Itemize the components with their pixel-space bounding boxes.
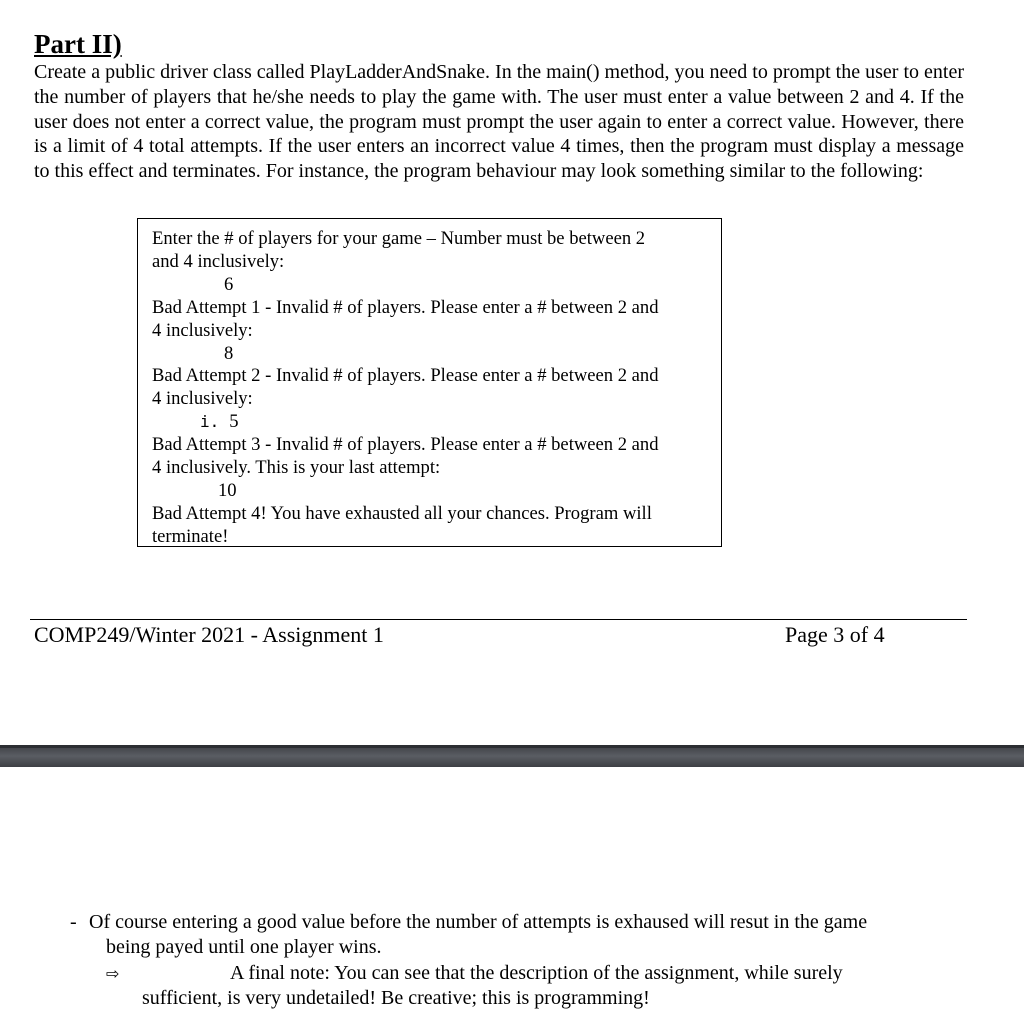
section-heading: Part II) — [34, 29, 122, 59]
console-input-value: 5 — [229, 411, 239, 433]
footer-course: COMP249/Winter 2021 - Assignment 1 — [34, 622, 384, 647]
bullet-text: being payed until one player wins. — [106, 936, 382, 958]
console-user-input: 8 — [224, 342, 234, 364]
console-final-line: terminate! — [152, 525, 229, 547]
console-user-input — [152, 411, 713, 434]
console-error-line: 4 inclusively. This is your last attempt: — [152, 457, 441, 479]
bullet-text: Of course entering a good value before the number of attempts is exhaused will resut in the game — [89, 911, 868, 933]
footer-divider — [30, 619, 967, 620]
final-note — [106, 961, 964, 1011]
console-prompt-line: and 4 inclusively: — [152, 250, 285, 272]
page-separator — [0, 745, 1024, 767]
bullet-item — [70, 910, 965, 960]
console-error-line: Bad Attempt 3 - Invalid # of players. Please enter a # between 2 and — [152, 434, 659, 456]
console-user-input: 6 — [224, 273, 234, 295]
sample-output-box — [137, 218, 722, 547]
console-error-line: Bad Attempt 1 - Invalid # of players. Please enter a # between 2 and — [152, 296, 659, 318]
console-error-line: 4 inclusively: — [152, 319, 253, 341]
bullet-dash: - — [70, 911, 77, 933]
note-text: sufficient, is very undetailed! Be creative; this is programming! — [142, 987, 650, 1009]
console-final-line: Bad Attempt 4! You have exhausted all your chances. Program will — [152, 502, 652, 524]
console-prompt-line: Enter the # of players for your game – Number must be between 2 — [152, 228, 646, 249]
console-user-input: 10 — [218, 479, 237, 501]
list-marker: i. — [200, 412, 220, 432]
console-error-line: 4 inclusively: — [152, 388, 253, 410]
console-error-line: Bad Attempt 2 - Invalid # of players. Please enter a # between 2 and — [152, 365, 659, 387]
arrow-right-icon: ⇨ — [106, 964, 120, 983]
assignment-description: Create a public driver class called PlayLadderAndSnake. In the main() method, you need to prompt the user to enter the number of players that he/she needs to play the game with. The user must enter a value between 2 and 4. If the user does not enter a correct value, the program must prompt the user again to enter a correct value. However, there is a limit of 4 total attempts. If the user enters an incorrect value 4 times, then the program must display a message to this effect and terminates. For instance, the program behaviour may look something similar to the following: — [34, 61, 964, 183]
footer-page-number: Page 3 of 4 — [785, 622, 885, 647]
note-text: A final note: You can see that the description of the assignment, while surely — [230, 962, 843, 984]
